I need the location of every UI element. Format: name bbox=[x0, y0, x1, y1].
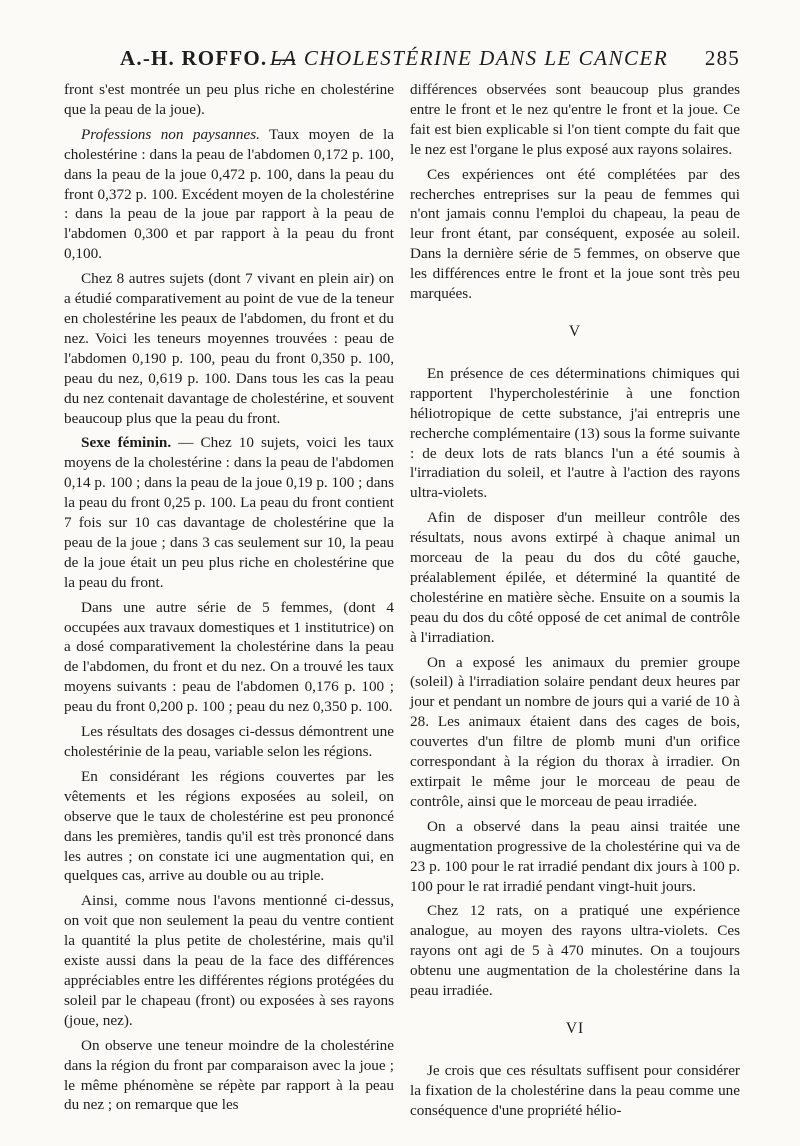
paragraph-lead: Sexe féminin. bbox=[81, 434, 172, 452]
paragraph bbox=[64, 125, 394, 264]
paragraph: Afin de disposer d'un meilleur contrôle des résultats, nous avons extirpé à chaque animal un morceau de la peau du dos du côté gauche, préalablement épilée, et déterminé la quantité de cholestérine en matière sèche. Ensuite on a soumis la peau du dos du côté opposé de cet animal de contrôle à l'irradiation. bbox=[410, 509, 740, 646]
paragraph-body: — Chez 10 sujets, voici les taux moyens de la cholestérine : dans la peau de l'abdomen 0,14 p. 100 ; dans la peau de la joue 0,19 p. 100 ; dans la peau du front 0,25 p. 100. La peau du front contient 7 fois sur 10 cas davantage de cholestérine que la peau de la joue ; dans 3 cas seulement sur 10, la peau de la joue était un peu plus riche en cholestérine que la peau du front. bbox=[64, 434, 394, 591]
paragraph: front s'est montrée un peu plus riche en cholestérine que la peau de la joue). bbox=[64, 81, 394, 118]
paragraph: On observe une teneur moindre de la cholestérine dans la région du front par comparaison avec la joue ; le même phénomène se répète par rapport à la peau du nez ; on remarque que les bbox=[64, 1036, 394, 1114]
paragraph: On a observé dans la peau ainsi traitée une augmentation progressive de la cholestérine qui va de 23 p. 100 pour le rat irradié pendant dix jours à 100 p. 100 pour le rat irradié pendant vingt-huit jours. bbox=[410, 817, 740, 895]
section-heading-v: V bbox=[568, 322, 582, 340]
paragraph bbox=[64, 433, 394, 592]
paragraph: Ces expériences ont été complétées par des recherches entreprises sur la peau de femmes qui n'ont jamais connu l'emploi du chapeau, la peau de leur front étant, par conséquent, exposée au soleil. Dans la dernière série de 5 femmes, on observe que les différences entre le front et la joue sont très peu marquées. bbox=[410, 165, 740, 303]
paragraph: En considérant les régions couvertes par les vêtements et les régions exposées au soleil, on observe que le taux de cholestérine est peu prononcé dans les premières, tandis qu'il est très prononcé dans les autres ; on constate ici une augmentation qui, en quelques cas, arrive au double ou au triple. bbox=[64, 767, 394, 885]
paragraph: Dans une autre série de 5 femmes, (dont 4 occupées aux travaux domestiques et 1 institutrice) on a dosé comparativement la cholestérine dans la peau de l'abdomen, du front et du nez. On a trouvé les taux moyens suivants : peau de l'abdomen 0,176 p. 100 ; peau du front 0,200 p. 100 ; peau du nez 0,350 p. 100. bbox=[64, 598, 394, 716]
right-column bbox=[410, 80, 740, 1126]
paragraph: Chez 8 autres sujets (dont 7 vivant en plein air) on a étudié comparativement au point de vue de la teneur en cholestérine les peaux de l'abdomen, du front et du nez. Voici les teneurs moyennes trouvées : peau de l'abdomen 0,190 p. 100, peau du front 0,350 p. 100, peau du nez, 0,619 p. 100. Dans tous les cas la peau du nez contenait davantage de cholestérine, et souvent beaucoup plus que la peau du front. bbox=[64, 270, 394, 427]
left-column bbox=[64, 80, 394, 1120]
paragraph-lead: Professions non paysannes. bbox=[81, 125, 260, 143]
paragraph: Les résultats des dosages ci-dessus démontrent une cholestérinie de la peau, variable selon les régions. bbox=[64, 723, 394, 760]
section-heading-vi: VI bbox=[565, 1019, 585, 1037]
paragraph: différences observées sont beaucoup plus grandes entre le front et le nez qu'entre le front et la joue. Ce fait est bien explicable si l'on tient compte du fait que le nez est l'organe le plus exposé aux rayons solaires. bbox=[410, 81, 740, 158]
running-header bbox=[120, 46, 740, 76]
paragraph-body: Taux moyen de la cholestérine : dans la peau de l'abdomen 0,172 p. 100, dans la peau de la joue 0,472 p. 100, dans la peau du front 0,372 p. 100. Excédent moyen de la cholestérine : dans la peau de la joue par rapport à la peau de l'abdomen 0,300 et par rapport à la peau du front 0,100. bbox=[64, 125, 394, 263]
page-number: 285 bbox=[704, 46, 740, 70]
paragraph: Je crois que ces résultats suffisent pour considérer la fixation de la cholestérine dans la peau comme une conséquence d'une propriété hélio- bbox=[410, 1061, 740, 1119]
paragraph: En présence de ces déterminations chimiques qui rapportent l'hypercholestérinie à une fonction héliotropique de cette substance, j'ai entrepris une recherche complémentaire (13) sous la forme suivante : de deux lots de rats blancs l'un a été soumis à l'irradiation du soleil, et l'autre à l'action des rayons ultra-violets. bbox=[410, 364, 740, 502]
header-author: A.-H. ROFFO. — bbox=[120, 46, 297, 70]
paragraph: On a exposé les animaux du premier groupe (soleil) à l'irradiation solaire pendant deux heures par jour et pendant un nombre de jours qui a varié de 10 à 28. Les animaux étaient dans des cages de bois, couvertes d'un filtre de plomb muni d'un orifice correspondant à la région du thorax à irradier. On extirpait le même jour le morceau de peau de contrôle, ainsi que le morceau de peau irradiée. bbox=[410, 653, 740, 810]
paragraph: Ainsi, comme nous l'avons mentionné ci-dessus, on voit que non seulement la peau du ventre contient la quantité la plus petite de cholestérine, mais qu'il existe aussi dans la peau de la face des différences appréciables entre les différentes régions protégées du soleil par le chapeau (front) ou exposées à ses rayons (joue, nez). bbox=[64, 892, 394, 1029]
paragraph: Chez 12 rats, on a pratiqué une expérience analogue, au moyen des rayons ultra-violets. Ces rayons ont agi de 5 à 470 minutes. On a toujours obtenu une augmentation de la cholestérine dans la peau irradiée. bbox=[410, 902, 740, 1000]
header-title: LA CHOLESTÉRINE DANS LE CANCER bbox=[270, 46, 669, 70]
